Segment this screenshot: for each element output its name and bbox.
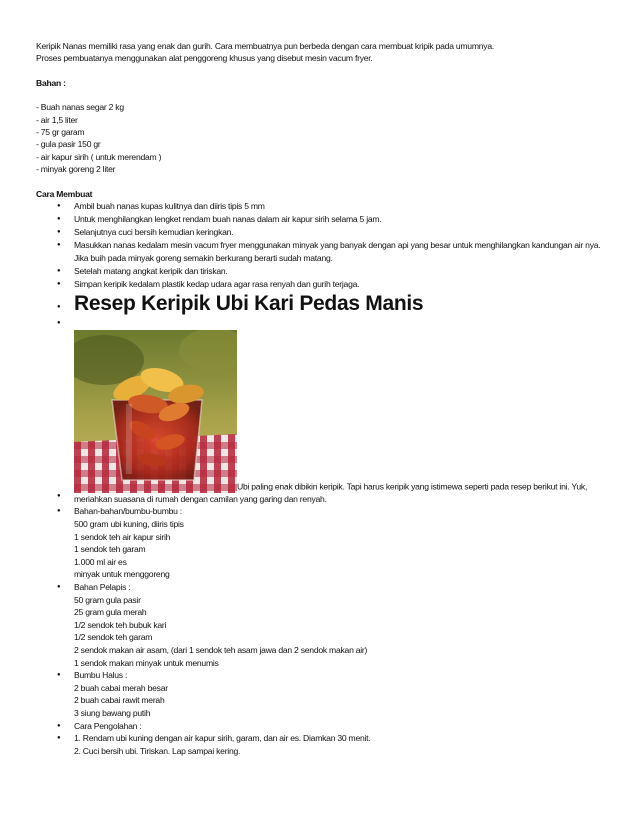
bumbu-item: 2 buah cabai merah besar: [74, 682, 168, 693]
cara-steps-list: [36, 200, 606, 291]
bahan2-item: 500 gram ubi kuning, diiris tipis: [74, 519, 184, 529]
bahan2-item: 1.000 ml air es: [74, 556, 127, 567]
pelapis-item: 1/2 sendok teh bubuk kari: [74, 619, 167, 630]
pelapis-group: [36, 581, 606, 669]
bahan-item: - Buah nanas segar 2 kg: [36, 102, 124, 113]
cara-heading: Cara Membuat: [36, 188, 93, 199]
cara-step: ● Untuk menghilangkan lengket rendam buah nanas dalam air kapur sirih selama 5 jam.: [36, 213, 606, 226]
food-photo-icon: [74, 330, 237, 493]
bahan-item: - air kapur sirih ( untuk merendam ): [36, 151, 162, 162]
intro-line-2: Proses pembuatanya menggunakan alat penggoreng khusus yang disebut mesin vacum fryer.: [36, 53, 373, 64]
pengolahan-heading: Cara Pengolahan :: [74, 720, 142, 731]
bahan2-item: 1 sendok teh air kapur sirih: [74, 531, 171, 542]
bahan-item: - minyak goreng 2 liter: [36, 164, 116, 175]
bumbu-group: [36, 669, 606, 719]
pelapis-heading: ● Bahan Pelapis :: [74, 581, 131, 592]
bahan2-group: [36, 505, 606, 581]
pengolahan-item: ● 1. Rendam ubi kuning dengan air kapur sirih, garam, dan air es. Diamkan 30 menit.: [74, 733, 371, 744]
cara-step: ● Masukkan nanas kedalam mesin vacum fryer menggunakan minyak yang banyak dengan api yang besar untuk menghilangkan kandungan air nya. Jika buih pada minyak goreng semakin berkurang berarti sudah matang.: [36, 239, 606, 264]
bahan2-item: 1 sendok teh garam: [74, 544, 146, 555]
cara-step: ● Selanjutnya cuci bersih kemudian keringkan.: [36, 226, 606, 239]
intro-line-1: Keripik Nanas memiliki rasa yang enak dan gurih. Cara membuatnya pun berbeda dengan cara membuat kripik pada umumnya.: [36, 41, 494, 51]
bahan-list: [36, 101, 606, 175]
bahan2-item: minyak untuk menggoreng: [74, 569, 170, 580]
bahan2-heading: ● Bahan-bahan/bumbu-bumbu :: [74, 506, 182, 517]
pengolahan-item: 2. Cuci bersih ubi. Tiriskan. Lap sampai kering.: [74, 745, 241, 756]
document-page: [36, 40, 606, 757]
pelapis-item: 50 gram gula pasir: [74, 594, 141, 605]
bahan-item: - air 1,5 liter: [36, 114, 78, 125]
pengolahan-group: [36, 732, 606, 757]
recipe2-list: [36, 291, 606, 757]
bahan-heading: Bahan :: [36, 77, 66, 88]
recipe2-title: Resep Keripik Ubi Kari Pedas Manis: [74, 292, 424, 316]
bumbu-heading: ● Bumbu Halus :: [74, 670, 128, 681]
cara-step: ● Ambil buah nanas kupas kulitnya dan diiris tipis 5 mm: [36, 200, 606, 213]
pelapis-item: 1/2 sendok teh garam: [74, 632, 153, 643]
empty-bullet-item: [36, 317, 606, 330]
pelapis-item: 25 gram gula merah: [74, 607, 147, 618]
recipe2-title-item: [36, 291, 606, 317]
bumbu-item: 2 buah cabai rawit merah: [74, 695, 165, 706]
food-photo-svg: [74, 330, 237, 493]
pelapis-item: 2 sendok makan air asam, (dari 1 sendok teh asam jawa dan 2 sendok makan air): [74, 644, 368, 655]
recipe2-intro: Ubi paling enak dibikin keripik. Tapi harus keripik yang istimewa seperti pada resep berikut ini. Yuk, meriahkan suasana di rumah dengan camilan yang garing dan renyah.: [74, 481, 588, 504]
pengolahan-heading-item: [36, 720, 606, 733]
pelapis-item: 1 sendok makan minyak untuk menumis: [74, 657, 219, 668]
bahan-item: - 75 gr garam: [36, 127, 85, 138]
bahan-item: - gula pasir 150 gr: [36, 139, 101, 150]
recipe2-intro-item: [36, 330, 606, 506]
cara-step: ● Setelah matang angkat keripik dan tiriskan.: [36, 265, 606, 278]
cara-step: ● Simpan keripik kedalam plastik kedap udara agar rasa renyah dan gurih terjaga.: [36, 278, 606, 291]
bumbu-item: 3 siung bawang putih: [74, 707, 151, 718]
